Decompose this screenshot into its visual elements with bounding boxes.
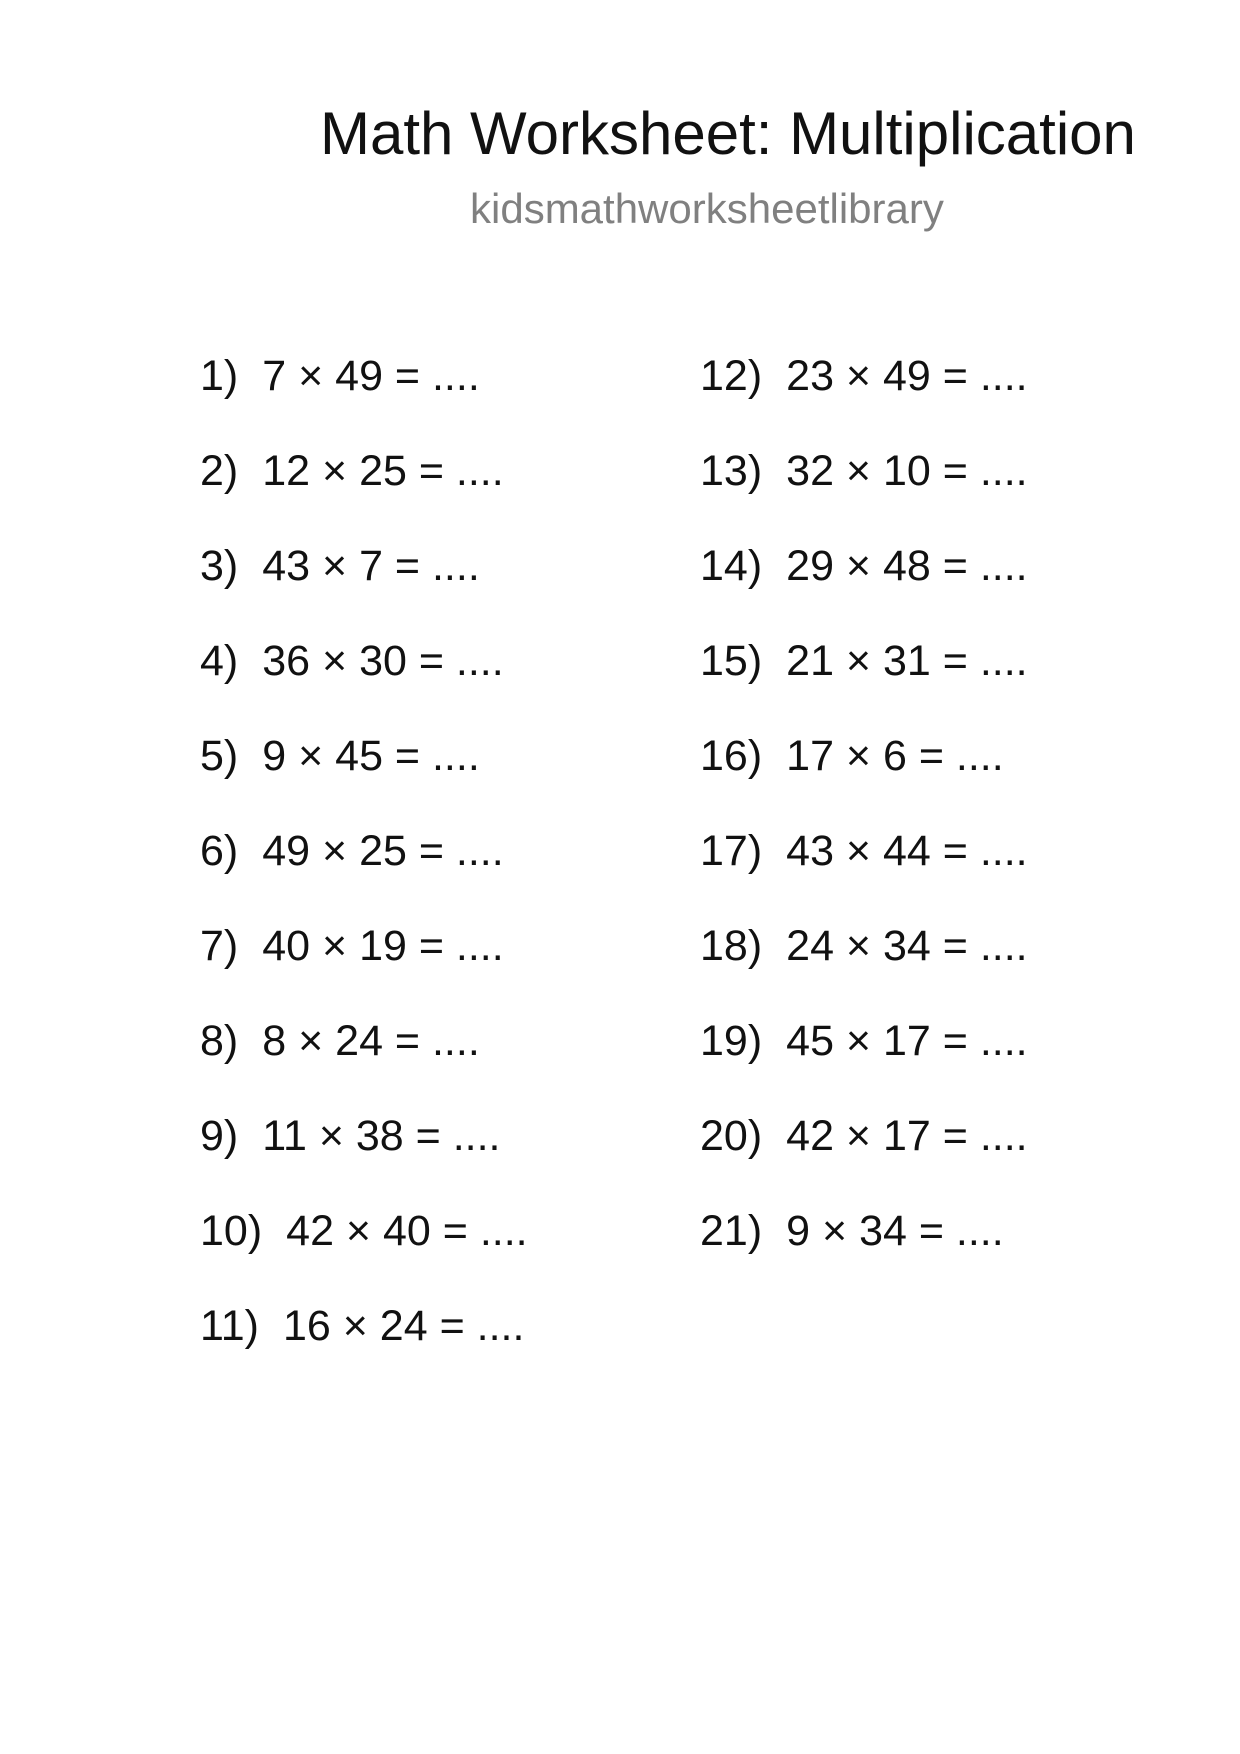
problem-item <box>200 633 528 728</box>
problem-number: 4) <box>200 637 239 685</box>
problem-expression: 7 × 49 = .... <box>262 352 480 400</box>
problem-column-right <box>700 348 1028 1298</box>
problem-number: 19) <box>700 1017 763 1065</box>
problem-item <box>700 538 1028 633</box>
problem-number: 16) <box>700 732 763 780</box>
problem-item <box>200 1108 528 1203</box>
problem-expression: 32 × 10 = .... <box>786 447 1028 495</box>
problem-number: 10) <box>200 1207 263 1255</box>
problem-expression: 23 × 49 = .... <box>786 352 1028 400</box>
problem-item <box>200 823 528 918</box>
problem-column-left <box>200 348 528 1393</box>
problem-item <box>700 1203 1028 1298</box>
problem-number: 13) <box>700 447 763 495</box>
problem-expression: 9 × 34 = .... <box>786 1207 1004 1255</box>
problem-number: 18) <box>700 922 763 970</box>
problem-item <box>200 348 528 443</box>
problem-item <box>700 918 1028 1013</box>
problem-item <box>700 633 1028 728</box>
problem-item <box>700 443 1028 538</box>
problem-item <box>700 348 1028 443</box>
problem-item <box>700 728 1028 823</box>
problem-number: 12) <box>700 352 763 400</box>
problem-number: 9) <box>200 1112 239 1160</box>
problem-number: 20) <box>700 1112 763 1160</box>
problem-number: 3) <box>200 542 239 590</box>
problem-expression: 42 × 40 = .... <box>286 1207 528 1255</box>
problem-expression: 9 × 45 = .... <box>262 732 480 780</box>
problem-number: 2) <box>200 447 239 495</box>
problem-expression: 11 × 38 = .... <box>262 1112 501 1160</box>
problem-item <box>200 443 528 538</box>
problem-item <box>700 823 1028 918</box>
problem-item <box>700 1013 1028 1108</box>
problem-item <box>200 538 528 633</box>
problem-number: 7) <box>200 922 239 970</box>
problem-expression: 43 × 44 = .... <box>786 827 1028 875</box>
problem-number: 5) <box>200 732 239 780</box>
problem-item <box>700 1108 1028 1203</box>
page-subtitle: kidsmathworksheetlibrary <box>470 185 944 232</box>
problem-expression: 49 × 25 = .... <box>262 827 504 875</box>
problem-expression: 8 × 24 = .... <box>262 1017 480 1065</box>
problem-expression: 45 × 17 = .... <box>786 1017 1028 1065</box>
problem-number: 14) <box>700 542 763 590</box>
problem-expression: 42 × 17 = .... <box>786 1112 1028 1160</box>
problem-item <box>200 728 528 823</box>
problem-number: 17) <box>700 827 763 875</box>
problem-item <box>200 1203 528 1298</box>
problem-expression: 43 × 7 = .... <box>262 542 480 590</box>
problem-number: 1) <box>200 352 239 400</box>
problem-expression: 40 × 19 = .... <box>262 922 504 970</box>
problem-number: 15) <box>700 637 763 685</box>
problem-expression: 36 × 30 = .... <box>262 637 504 685</box>
problem-number: 6) <box>200 827 239 875</box>
problem-number: 11) <box>200 1302 259 1350</box>
page-title: Math Worksheet: Multiplication <box>320 100 1136 167</box>
problem-item <box>200 1013 528 1108</box>
problem-number: 21) <box>700 1207 763 1255</box>
problem-expression: 29 × 48 = .... <box>786 542 1028 590</box>
problem-expression: 17 × 6 = .... <box>786 732 1004 780</box>
problem-expression: 21 × 31 = .... <box>786 637 1028 685</box>
problem-item <box>200 1298 528 1393</box>
problem-expression: 16 × 24 = .... <box>282 1302 525 1350</box>
problem-expression: 24 × 34 = .... <box>786 922 1028 970</box>
problem-expression: 12 × 25 = .... <box>262 447 504 495</box>
problem-number: 8) <box>200 1017 239 1065</box>
problem-item <box>200 918 528 1013</box>
